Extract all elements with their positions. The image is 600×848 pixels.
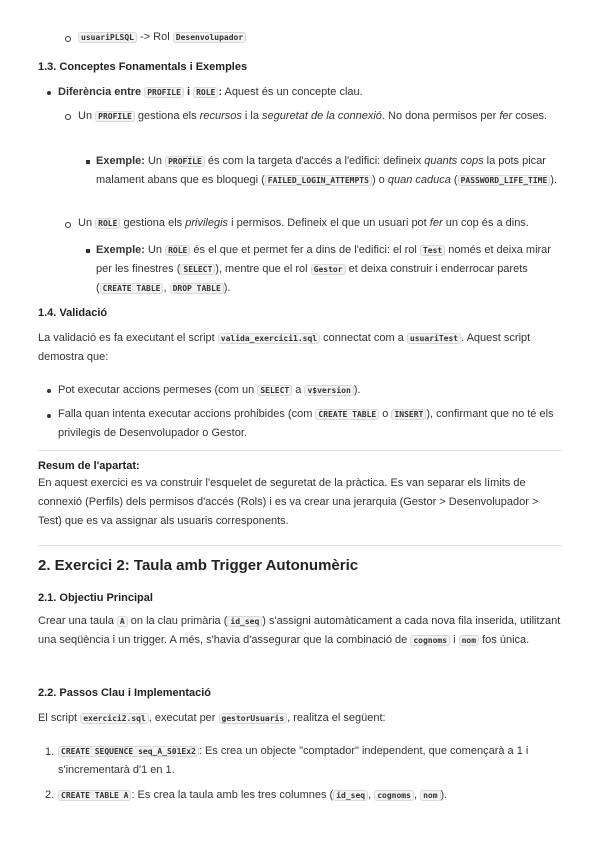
text-run: , executat per [148,712,219,724]
divider [38,545,562,546]
inline-code: v$version [304,385,353,396]
text-run: recursos [199,110,242,122]
text-run: , [368,789,375,801]
text-run: Crear una taula [38,615,117,627]
list-item-role [78,215,529,232]
text-run: on la clau primària ( [127,615,228,627]
text-run: ), confirmant que no té els privilegis de Desenvolupador o Gestor. [58,408,554,439]
text-run: Exemple: [96,155,145,167]
list-number: 1. [45,746,55,758]
text-run: Un [144,155,166,167]
inline-code: Gestor [311,264,346,275]
inline-code: nom [459,635,479,646]
text-run: ( [450,174,458,186]
text-run: Un [78,110,96,122]
text-run: a [292,384,305,396]
text-run: fer [499,110,513,122]
paragraph-validation [38,329,562,367]
inline-code: SELECT [180,264,215,275]
text-run: ), mentre que el rol [215,263,311,275]
inline-code: exercici2.sql [80,713,149,724]
text-run: i [183,86,194,98]
text-run: i permisos. Defineix el que un usuari pot [228,217,430,229]
inline-code: id_seq [333,790,368,801]
text-run: i [450,634,459,646]
text-run: , [413,789,421,801]
list-item [58,382,361,399]
inline-code: CREATE TABLE [100,283,164,294]
inline-code: PROFILE [144,87,184,98]
inline-code: ROLE [95,218,120,229]
text-run: : Es crea la taula amb les tres columnes ( [131,789,334,801]
list-item [78,29,246,46]
inline-code: PROFILE [95,111,135,122]
code-usuari-plsql: usuariPLSQL [78,32,137,43]
text-run: privilegis [185,217,229,229]
inline-code: cognoms [410,635,450,646]
text-run: : [218,86,223,98]
inline-code: A [117,616,128,627]
text-run: és com la targeta d'accés a l'edifici: defineix [204,155,425,167]
list-item [58,405,562,443]
paragraph-objective [38,612,562,650]
section-heading-1-4: 1.4. Validació [38,307,108,319]
text-run: El script [38,712,81,724]
summary-text: En aquest exercici es va construir l'esquelet de seguretat de la pràctica. Es van separar els límits de connexió (Perfils) dels permisos d'accés (Rols) i es va crear una jerarquia (Gestor > Desenvolupador > Test) que es va assignar als usuaris corresponents. [38,477,539,527]
text-run: Diferència entre [58,86,145,98]
bullet-circle [65,36,71,42]
inline-code: nom [420,790,440,801]
text-run: : Es crea un objecte "comptador" independent, que començarà a 1 i s'incrementarà d'1 en 1. [58,745,529,776]
text-run: Pot executar accions permeses (com un [58,384,258,396]
text-run: Falla quan intenta executar accions prohibides (com [58,408,316,420]
text-run: Exemple: [96,244,145,256]
text-run: quants cops [424,155,484,167]
summary-title: Resum de l'apartat: [38,460,140,472]
section-heading-2-2: 2.2. Passos Clau i Implementació [38,687,212,699]
text-run: un cop és a dins. [442,217,529,229]
text-run: , realitza el següent: [287,712,386,724]
text-run: ) s'assigni automàticament a cada nova fila inserida, utilitzant una seqüència i un trigger. A més, s'havia d'assegurar que la combinació de [38,615,561,646]
text-run: ) o [371,174,388,186]
text-run: Un [78,217,96,229]
bullet-disc [47,414,51,418]
inline-code: cognoms [374,790,414,801]
text-run: seguretat de la connexió [262,110,382,122]
text-run: ). [550,174,558,186]
list-number: 2. [45,789,55,801]
text-run: . Aquest script demostra que: [38,332,531,363]
text-run: coses. [512,110,548,122]
bullet-disc [47,389,51,393]
section-heading-1-3: 1.3. Conceptes Fonamentals i Exemples [38,61,248,73]
text-run: la pots picar malament abans que es bloquegi ( [96,155,546,186]
text-run: i la [241,110,263,122]
inline-code: PROFILE [165,156,205,167]
list-item-role-example [96,241,562,298]
ordered-item [58,742,562,780]
code-desenvolupador: Desenvolupador [173,32,246,43]
inline-code: SELECT [257,385,292,396]
divider [38,450,562,451]
text-run: . No dona permisos per [381,110,500,122]
bullet-circle [65,222,71,228]
paragraph-steps [38,710,386,727]
text-run: gestiona els [134,110,200,122]
text-run: és el que et permet fer a dins de l'edifici: el rol [190,244,420,256]
inline-code: gestorUsuaris [219,713,288,724]
text-run: fos única. [479,634,530,646]
list-item-profile-example [96,152,562,190]
inline-code: CREATE TABLE [315,409,379,420]
inline-code: CREATE TABLE A [58,790,131,801]
inline-code: id_seq [227,616,262,627]
inline-code: CREATE SEQUENCE seq_A_S01Ex2 [58,746,199,757]
inline-code: FAILED_LOGIN_ATTEMPTS [265,175,372,186]
bullet-disc [47,91,51,95]
text-run: o [379,408,392,420]
text-run: ). [440,789,448,801]
list-item-difference [58,84,363,101]
section-heading-2: 2. Exercici 2: Taula amb Trigger Autonumèric [38,557,359,574]
text-run: només et deixa mirar per les finestres ( [96,244,551,275]
text-run: Aquest és un concepte clau. [222,86,363,98]
inline-code: ROLE [193,87,218,98]
text-run: ). [353,384,361,396]
text-run: quan caduca [387,174,451,186]
inline-code: valida_exercici1.sql [218,333,320,344]
list-item-profile [78,107,562,126]
ordered-item [58,787,447,804]
text-run: , [163,282,170,294]
bullet-square [86,249,90,253]
text-run: Un [144,244,166,256]
inline-code: Test [420,245,445,256]
inline-code: PASSWORD_LIFE_TIME [458,175,551,186]
inline-code: usuariTest [407,333,461,344]
section-heading-2-1: 2.1. Objectiu Principal [38,592,153,604]
inline-code: ROLE [165,245,190,256]
text-run: -> Rol [136,31,173,43]
text-run: fer [429,217,443,229]
text-run: et deixa construir i enderrocar parets ( [96,263,528,294]
bullet-square [86,160,90,164]
text-run: ). [223,282,231,294]
inline-code: DROP TABLE [170,283,224,294]
text-run: connectat com a [320,332,407,344]
bullet-circle [65,114,71,120]
inline-code: INSERT [391,409,426,420]
text-run: gestiona els [120,217,186,229]
text-run: La validació es fa executant el script [38,332,218,344]
